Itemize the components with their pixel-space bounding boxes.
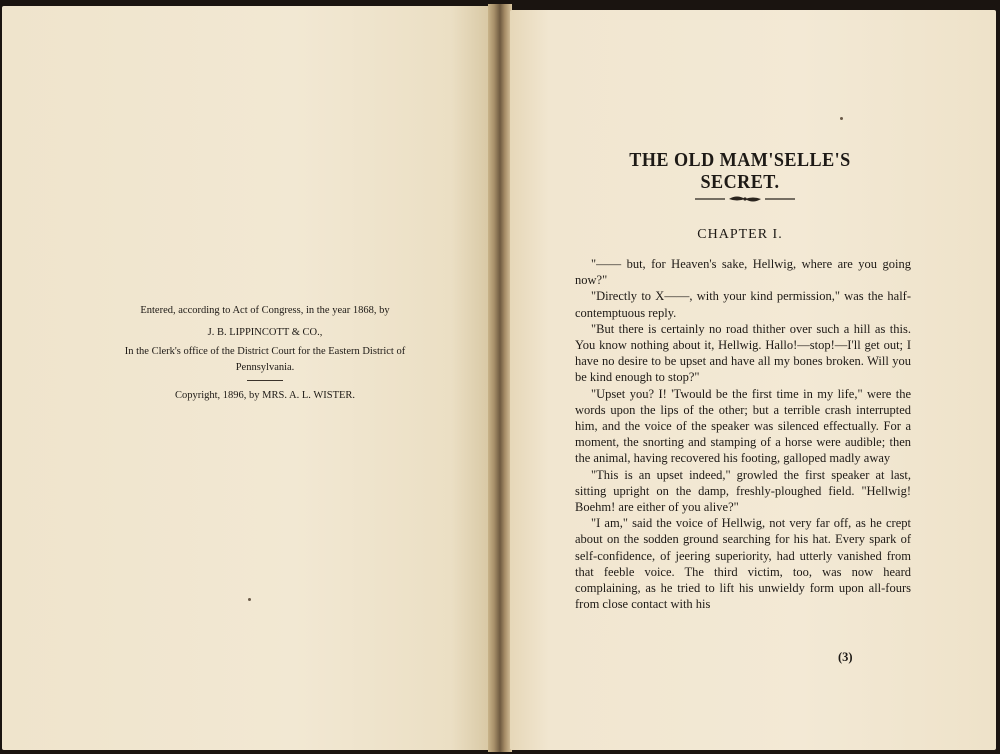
ornament-divider: [695, 193, 795, 205]
paragraph: "But there is certainly no road thither over such a hill as this. You know nothing about it, Hellwig. Hallo!—stop!—I'll get out; I have no desire to be upset and have all my bones broken. Will you be kind enough to stop?": [575, 321, 911, 385]
chapter-text: [575, 256, 911, 612]
paragraph: "Directly to X——, with your kind permission," was the half-contemptuous reply.: [575, 289, 911, 320]
copyright-imprint: [100, 300, 430, 407]
paragraph: "—— but, for Heaven's sake, Hellwig, where are you going now?": [575, 257, 911, 288]
imprint-line-1: Entered, according to Act of Congress, in the year 1868, by: [140, 305, 390, 316]
paragraph: "Upset you? I! 'Twould be the first time in my life," were the words upon the lips of the other; but a terrible crash interrupted him, and the voice of the speaker was silenced effectually. For a moment, the snorting and stamping of a horse were audible; then the animal, having recovered his footing, galloped madly away: [575, 386, 911, 466]
paragraph: "This is an upset indeed," growled the first speaker at last, sitting upright on the damp, freshly-ploughed field. "Hellwig! Boehm! are either of you alive?": [575, 467, 911, 515]
page-number: (3): [838, 650, 853, 664]
paper-speck: [248, 598, 251, 601]
paragraph: "I am," said the voice of Hellwig, not very far off, as he crept about on the sodden ground searching for his hat. Every spark of self-confidence, of jeering superiority, had utterly vanished from that feeble voice. The third victim, too, was now heard complaining, as he tried to lift his unwieldy form upon all-fours from close contact with his: [575, 516, 911, 612]
chapter-heading: CHAPTER I.: [697, 227, 783, 242]
imprint-publisher: J. B. LIPPINCOTT & CO.,: [207, 327, 323, 338]
book-gutter: [488, 4, 512, 752]
book-title: THE OLD MAM'SELLE'S SECRET.: [629, 150, 851, 193]
imprint-line-3: In the Clerk's office of the District Court for the Eastern District of Pennsylvania.: [124, 346, 406, 373]
imprint-rule: [247, 380, 283, 381]
copyright-line: Copyright, 1896, by MRS. A. L. WISTER.: [174, 390, 356, 401]
paper-speck: [840, 117, 843, 120]
